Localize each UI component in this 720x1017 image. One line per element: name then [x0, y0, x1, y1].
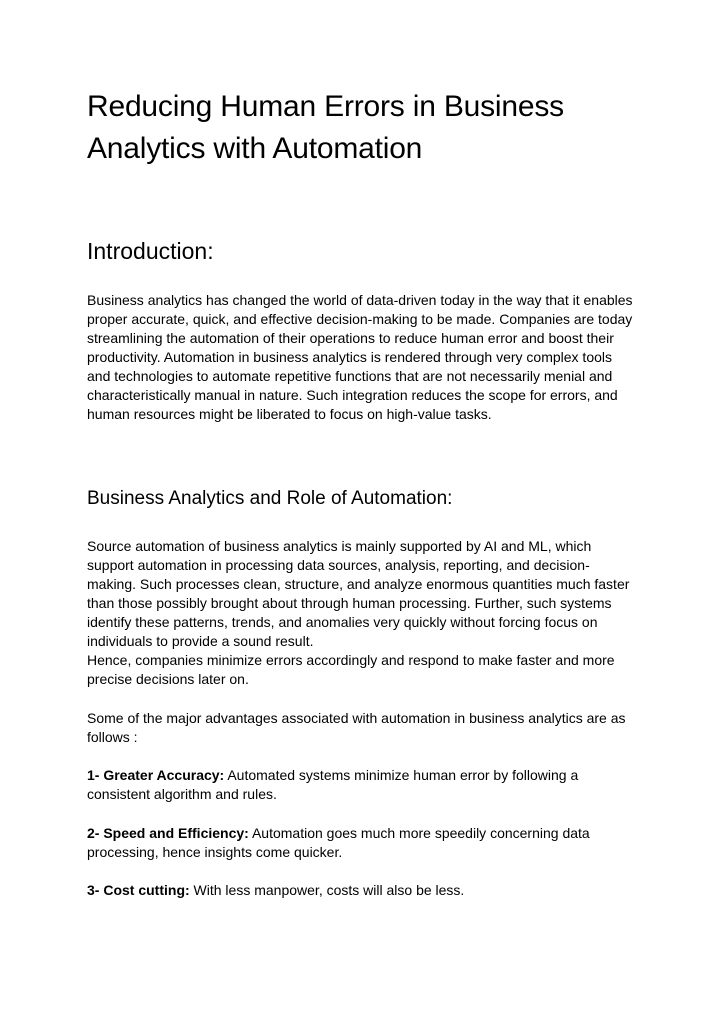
advantage-item-cost [87, 881, 637, 900]
advantage-item-text: With less manpower, costs will also be less. [189, 882, 465, 898]
introduction-heading: Introduction: [87, 238, 214, 264]
advantage-item-label: 1- Greater Accuracy: [87, 767, 225, 783]
introduction-paragraph: Business analytics has changed the world of data-driven today in the way that it enables proper accurate, quick, and effective decision-making to be made. Companies are today streamlining the automation of their operations to reduce human error and boost their productivity. Automation in business analytics is rendered through very complex tools and technologies to automate repetitive functions that are not necessarily menial and characteristically manual in nature. Such integration reduces the scope for errors, and human resources might be liberated to focus on high-value tasks. [87, 292, 633, 422]
document-title: Reducing Human Errors in Business Analytics with Automation [87, 90, 564, 165]
advantage-item-speed [87, 824, 637, 862]
advantage-item-text: Automated systems minimize human error by following a consistent algorithm and rules. [87, 767, 579, 802]
advantages-intro: Some of the major advantages associated with automation in business analytics are as follows : [87, 710, 626, 745]
advantage-item-label: 3- Cost cutting: [87, 882, 190, 898]
advantage-item-label: 2- Speed and Efficiency: [87, 825, 249, 841]
role-paragraph-1: Source automation of business analytics is mainly supported by AI and ML, which support automation in processing data sources, analysis, reporting, and decision-making. Such processes clean, structure, and analyze enormous quantities much faster than those possibly brought about through human processing. Further, such systems identify these patterns, trends, and anomalies very quickly without forcing focus on individuals to provide a sound result. [87, 538, 630, 649]
advantage-item-accuracy [87, 766, 637, 804]
role-heading: Business Analytics and Role of Automation: [87, 488, 453, 509]
advantage-item-text: Automation goes much more speedily concerning data processing, hence insights come quicker. [87, 825, 590, 860]
role-paragraph-2: Hence, companies minimize errors accordingly and respond to make faster and more precise decisions later on. [87, 652, 615, 687]
